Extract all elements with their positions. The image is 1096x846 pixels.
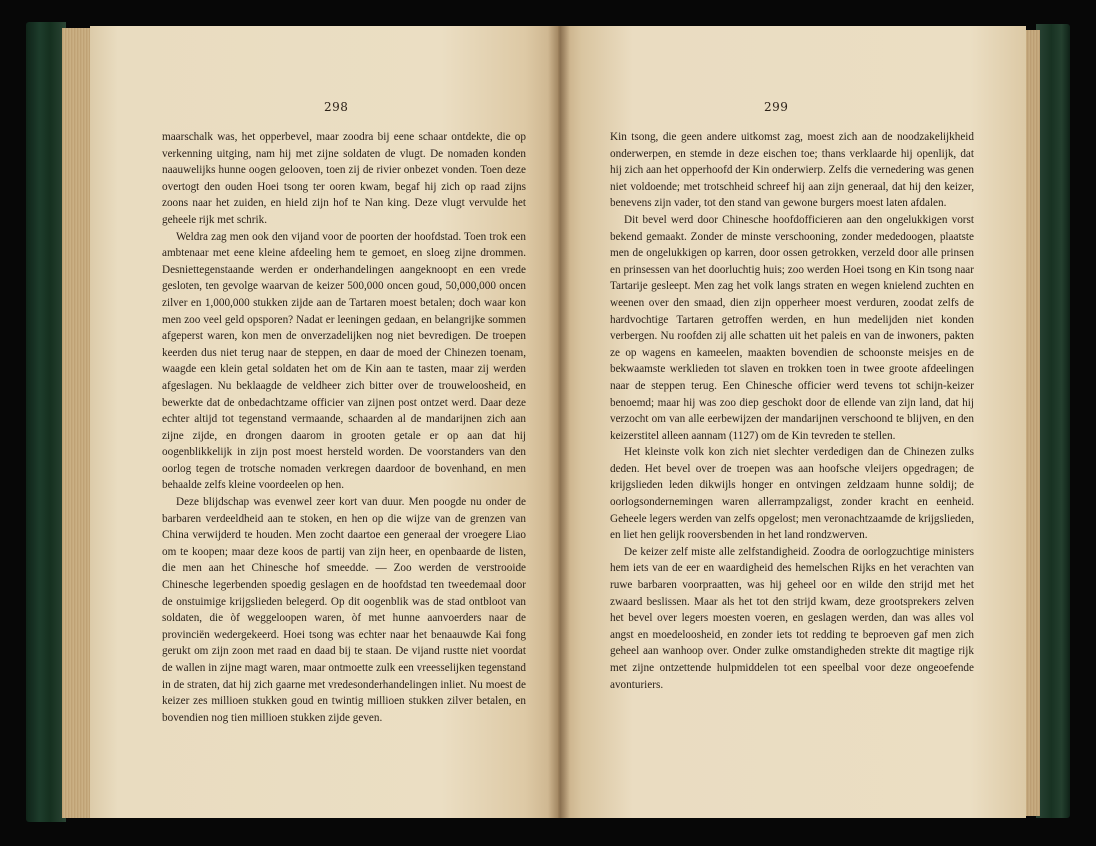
left-page-number: 298 (324, 100, 349, 114)
book-gutter (548, 26, 570, 818)
left-cover (26, 22, 66, 822)
left-page-edges (62, 28, 92, 818)
right-paragraph-1: Kin tsong, die geen andere uitkomst zag, moest zich aan de noodzakelijkheid onderwerpen, en stemde in deze eischen toe; thans verklaarde hij openlijk, dat hij zich aan het opperhoofd der Kin onderwierp. Zelfs die vernedering was genen niet voldoende; met trotschheid schreef hij aan zijn generaal, dat hij den keizer, benevens zijn vader, tot den stand van gewone burgers moest laten afdalen. (610, 131, 974, 210)
left-page-text (162, 129, 526, 726)
right-page (558, 26, 1026, 818)
right-page-text (610, 129, 974, 693)
left-paragraph-3: Deze blijdschap was evenwel zeer kort van duur. Men poogde nu onder de barbaren verdeeldheid aan te stoken, en hen op die wijze van de grenzen van China verwijderd te houden. Men zocht daartoe een generaal der vroegere Liao om te koopen; maar deze koos de partij van zijn heer, en openbaarde de listen, die men aan het Chinesche hof smeedde. — Zoo werden de verstrooide Chinesche legerbenden spoedig geslagen en de hoofdstad ten tweedemaal door de onstuimige krijgslieden belegerd. Op dit oogenblik was de stad ontbloot van soldaten, die òf weggeloopen waren, òf met hunne aanvoerders naar de provinciën wedergekeerd. Hoei tsong was echter naar het benaauwde Kai fong gerukt om zijn zoon met raad en daad bij te staan. De vijand rustte niet voordat de wallen in zijne magt waren, maar ontmoette zulk een vreesselijken tegenstand in de straten, dat hij zich gaarne met vredesonderhandelingen inliet. Nu moest de keizer zes millioen stukken goud en twintig millioen stukken zilver betalen, en bovendien nog tien millioen stukken zijde geven. (162, 496, 526, 724)
right-page-edges (1024, 30, 1040, 816)
right-paragraph-4: De keizer zelf miste alle zelfstandigheid. Zoodra de oorlogzuchtige ministers hem iets van de eer en waardigheid des hemelschen Rijks en het verachten van ruwe barbaren voorpraatten, was hij geheel oor en wilde den strijd met het zwaard beslissen. Maar als het tot den strijd kwam, deze grootsprekers zelven het bevel over legers moesten voeren, en geslagen werden, dan was alles vol angst en moedeloosheid, en zonder iets tot redding te beproeven gaf men zich geheel aan wanhoop over. Onder zulke omstandigheden strekte dit magtige rijk met zijne ontzettende hulpmiddelen tot een speelbal voor deze ongeoefende avonturiers. (610, 545, 974, 691)
left-paragraph-2: Weldra zag men ook den vijand voor de poorten der hoofdstad. Toen trok een ambtenaar met eene kleine afdeeling hem te gemoet, en sloeg zijne drommen. Desniettegenstaande werden er onderhandelingen aangeknoopt en een vrede gesloten, ten gevolge waarvan de keizer 500,000 oncen goud, 50,000,000 oncen zilver en 1,000,000 stukken zijde aan de Tartaren moest betalen; doch waar kon men zoo veel geld opsporen? Nadat er leeningen gedaan, en belangrijke sommen afgeperst waren, kon men de onverzadelijken nog niet bevredigen. De troepen keerden dus niet terug naar de steppen, en daar de moed der Chinezen toenam, waagde een klein getal soldaten het om de Kin aan te tasten, maar zij werden afgeslagen. Nu beklaagde de veldheer zich bitter over de trouweloosheid, en bewerkte dat de onbedachtzame officier van zijnen post ontzet werd. Daar deze echter altijd tot tegenstand vermaande, schaarden al de mandarijnen zich aan zijne zijde, en drongen daarom in grooten getale er op aan dat hij oogenblikkelijk in zijn post moest hersteld worden. De voorstanders van den oorlog tegen de trotsche nomaden verkregen daardoor de bovenhand, en men behaalde zelfs kleine voordeelen op hen. (162, 230, 526, 492)
right-paragraph-3: Het kleinste volk kon zich niet slechter verdedigen dan de Chinezen zulks deden. Het bevel over de troepen was aan hoofsche vleijers opgedragen; de krijgslieden leden dikwijls honger en ontvingen zeldzaam hunne soldij; de oorlogsondernemingen waren allerrampzaligst, zonder kracht en eenheid. Geheele legers werden van zelfs opgelost; men veronachtzaamde de krijgslieden, en liet hen gelijk rooversbenden in het land rondzwerven. (610, 446, 974, 542)
right-page-number: 299 (764, 100, 789, 114)
left-paragraph-1: maarschalk was, het opperbevel, maar zoodra bij eene schaar ontdekte, die op verkenning uitging, nam hij met zijne soldaten de vlugt. De nomaden konden naauwelijks hunne oogen gelooven, toen zij de rivier onbezet vonden. Toen deze overtogt den ouden Hoei tsong ter ooren kwam, begaf hij zich op raad zijns zoons naar het zuiden, en hield zijn hof te Nan king. Deze vlugt vervulde het geheele rijk met schrik. (162, 131, 526, 226)
right-paragraph-2: Dit bevel werd door Chinesche hoofdofficieren aan den ongelukkigen vorst bekend gemaakt. Zonder de minste verschooning, zonder mededoogen, plaatste men de ongelukkigen op karren, door ossen getrokken, verzeld door alle prinsen en prinsessen van het doorluchtig huis; zoo werden Hoei tsong en Kin tsong naar Tartarije gesleept. Men zag het volk langs straten en wegen knielend zuchten en weenen over den smaad, dien zijn opperheer moest verduren, zoodat zelfs de hardvochtige Tartaren getroffen werden, en hun medelijden niet konden verbergen. Nu roofden zij alle schatten uit het paleis en van de inwoners, pakten ze op wagens en kameelen, maakten bovendien de schoonste meisjes en de bekwaamste werklieden tot slaven en trokken toen in twee groote afdeelingen naar de steppen terug. Een Chinesche officier werd tevens tot schijn-keizer benoemd; maar hij was zoo diep geschokt door de ellende van zijn land, dat hij verzocht om van alle eerbewijzen der mandarijnen verschoond te blijven, en den keizerstitel alleen aannam (1127) om de Kin tevreden te stellen. (610, 213, 974, 442)
left-page (90, 26, 558, 818)
right-cover (1036, 24, 1070, 818)
